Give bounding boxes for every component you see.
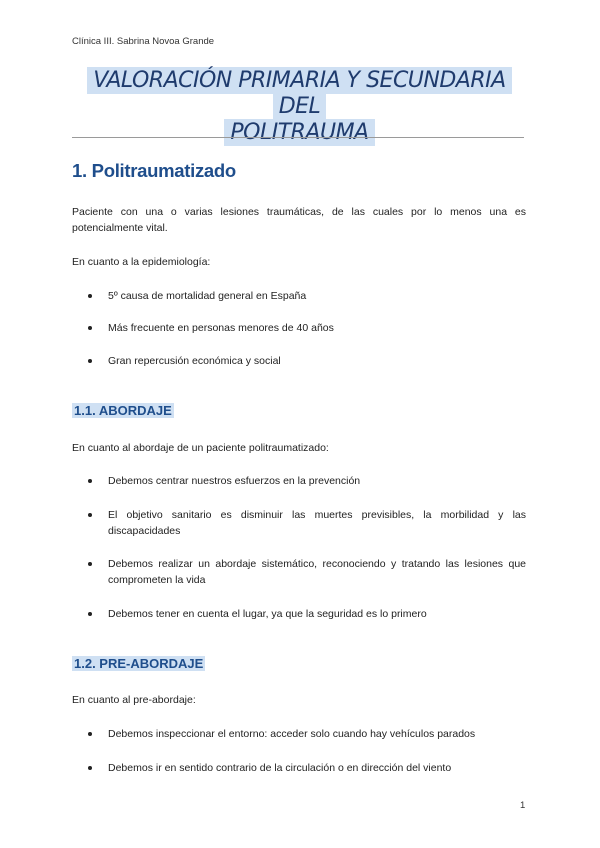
list-item: Debemos centrar nuestros esfuerzos en la prevención: [88, 473, 526, 489]
document-title-line-2: POLITRAUMA: [224, 119, 374, 146]
bullet-icon: [88, 766, 92, 770]
list-item: Debemos ir en sentido contrario de la circulación o en dirección del viento: [88, 760, 526, 776]
list-item: Gran repercusión económica y social: [88, 353, 526, 369]
pre-abordaje-intro: En cuanto al pre-abordaje:: [72, 694, 196, 706]
subsection-heading-abordaje: 1.1. ABORDAJE: [74, 403, 172, 418]
list-item: Debemos tener en cuenta el lugar, ya que la seguridad es lo primero: [88, 606, 526, 622]
document-title-line-1: VALORACIÓN PRIMARIA Y SECUNDARIA DEL: [87, 67, 511, 120]
page-number: 1: [520, 800, 526, 811]
bullet-icon: [88, 479, 92, 483]
bullet-icon: [88, 612, 92, 616]
abordaje-intro: En cuanto al abordaje de un paciente politraumatizado:: [72, 442, 329, 454]
bullet-icon: [88, 359, 92, 363]
document-title: [72, 68, 527, 146]
definition-paragraph: Paciente con una o varias lesiones traumáticas, de las cuales por lo menos una es potencialmente vital.: [72, 206, 526, 234]
bullet-icon: [88, 732, 92, 736]
list-item: El objetivo sanitario es disminuir las muertes previsibles, la morbilidad y las discapacidades: [88, 507, 526, 539]
epidemiology-intro: En cuanto a la epidemiología:: [72, 256, 211, 268]
bullet-icon: [88, 562, 92, 566]
bullet-icon: [88, 326, 92, 330]
section-heading-politraumatizado: 1. Politraumatizado: [72, 160, 236, 181]
list-item: Debemos realizar un abordaje sistemático, reconociendo y tratando las lesiones que comprometen la vida: [88, 556, 526, 588]
running-header: Clínica III. Sabrina Novoa Grande: [72, 36, 215, 47]
bullet-icon: [88, 294, 92, 298]
list-item: 5º causa de mortalidad general en España: [88, 288, 526, 304]
subsection-heading-pre-abordaje: 1.2. PRE-ABORDAJE: [74, 656, 204, 671]
list-item: Más frecuente en personas menores de 40 años: [88, 320, 526, 336]
bullet-icon: [88, 513, 92, 517]
title-divider: [72, 137, 524, 138]
list-item: Debemos inspeccionar el entorno: acceder solo cuando hay vehículos parados: [88, 726, 526, 742]
